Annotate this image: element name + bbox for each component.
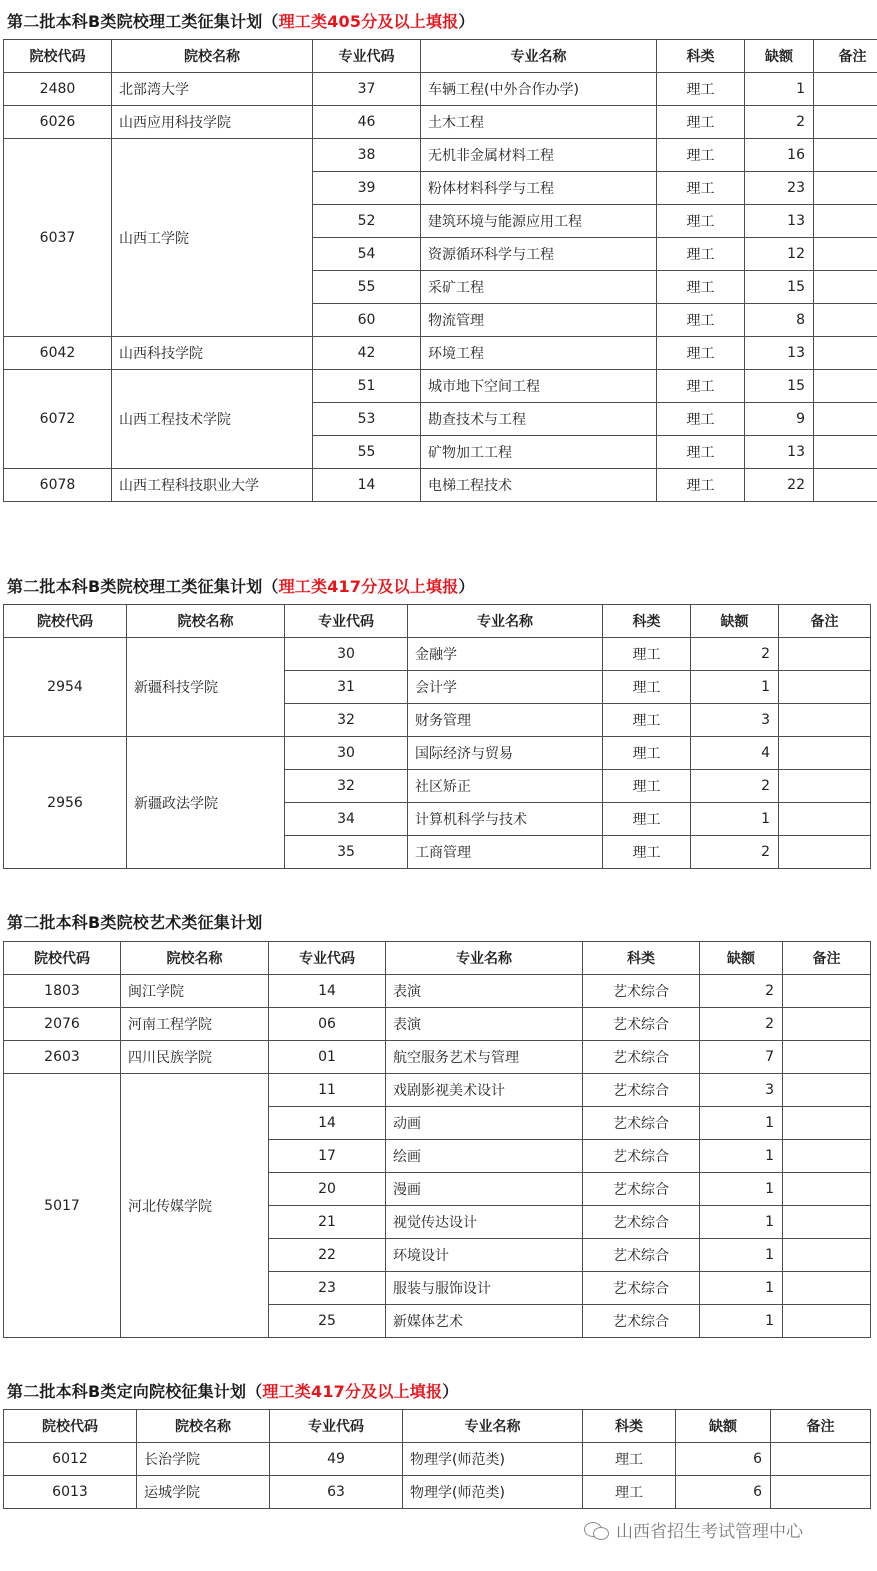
remark-cell bbox=[814, 403, 877, 436]
header-remark: 备注 bbox=[814, 40, 877, 73]
school-name-cell: 山西应用科技学院 bbox=[112, 106, 313, 139]
vacancy-cell: 1 bbox=[700, 1140, 783, 1173]
remark-cell bbox=[779, 638, 871, 671]
table-row bbox=[4, 737, 871, 770]
remark-cell bbox=[783, 1305, 871, 1338]
remark-cell bbox=[814, 436, 877, 469]
remark-cell bbox=[814, 73, 877, 106]
major-name-cell: 物理学(师范类) bbox=[403, 1476, 583, 1509]
category-cell: 理工 bbox=[603, 803, 691, 836]
school-code-cell: 6078 bbox=[4, 469, 112, 502]
remark-cell bbox=[814, 271, 877, 304]
vacancy-cell: 23 bbox=[745, 172, 814, 205]
category-cell: 理工 bbox=[657, 337, 745, 370]
major-code-cell: 63 bbox=[270, 1476, 403, 1509]
school-name-cell: 山西工程科技职业大学 bbox=[112, 469, 313, 502]
major-code-cell: 31 bbox=[285, 671, 408, 704]
major-name-cell: 资源循环科学与工程 bbox=[421, 238, 657, 271]
vacancy-cell: 1 bbox=[700, 1173, 783, 1206]
major-code-cell: 51 bbox=[313, 370, 421, 403]
school-code-cell: 6042 bbox=[4, 337, 112, 370]
remark-cell bbox=[783, 1272, 871, 1305]
remark-cell bbox=[814, 205, 877, 238]
major-code-cell: 14 bbox=[269, 975, 386, 1008]
vacancy-cell: 1 bbox=[745, 73, 814, 106]
major-code-cell: 54 bbox=[313, 238, 421, 271]
major-name-cell: 绘画 bbox=[386, 1140, 583, 1173]
remark-cell bbox=[783, 1239, 871, 1272]
category-cell: 理工 bbox=[657, 139, 745, 172]
remark-cell bbox=[771, 1443, 871, 1476]
major-name-cell: 电梯工程技术 bbox=[421, 469, 657, 502]
category-cell: 艺术综合 bbox=[583, 975, 700, 1008]
category-cell: 艺术综合 bbox=[583, 1041, 700, 1074]
major-name-cell: 国际经济与贸易 bbox=[408, 737, 603, 770]
major-name-cell: 会计学 bbox=[408, 671, 603, 704]
category-cell: 理工 bbox=[603, 638, 691, 671]
table-row bbox=[4, 73, 877, 106]
vacancy-cell: 15 bbox=[745, 370, 814, 403]
school-name-cell: 新疆政法学院 bbox=[127, 737, 285, 869]
category-cell: 理工 bbox=[657, 172, 745, 205]
vacancy-cell: 22 bbox=[745, 469, 814, 502]
remark-cell bbox=[771, 1476, 871, 1509]
school-code-cell: 6012 bbox=[4, 1443, 137, 1476]
school-code-cell: 6072 bbox=[4, 370, 112, 469]
school-code-cell: 2954 bbox=[4, 638, 127, 737]
category-cell: 理工 bbox=[657, 304, 745, 337]
major-name-cell: 表演 bbox=[386, 1008, 583, 1041]
category-cell: 艺术综合 bbox=[583, 1239, 700, 1272]
remark-cell bbox=[814, 238, 877, 271]
major-code-cell: 11 bbox=[269, 1074, 386, 1107]
category-cell: 理工 bbox=[603, 737, 691, 770]
school-code-cell: 6013 bbox=[4, 1476, 137, 1509]
table-header-row bbox=[4, 1410, 871, 1443]
major-code-cell: 55 bbox=[313, 436, 421, 469]
vacancy-cell: 6 bbox=[676, 1443, 771, 1476]
header-category: 科类 bbox=[657, 40, 745, 73]
remark-cell bbox=[814, 106, 877, 139]
table-row bbox=[4, 1476, 871, 1509]
plan-table-2 bbox=[3, 604, 871, 869]
remark-cell bbox=[814, 469, 877, 502]
major-name-cell: 动画 bbox=[386, 1107, 583, 1140]
header-school-code: 院校代码 bbox=[4, 40, 112, 73]
header-school-name: 院校名称 bbox=[121, 942, 269, 975]
header-category: 科类 bbox=[603, 605, 691, 638]
major-code-cell: 60 bbox=[313, 304, 421, 337]
major-name-cell: 航空服务艺术与管理 bbox=[386, 1041, 583, 1074]
vacancy-cell: 4 bbox=[691, 737, 779, 770]
major-name-cell: 金融学 bbox=[408, 638, 603, 671]
vacancy-cell: 2 bbox=[691, 638, 779, 671]
section-title-2 bbox=[7, 574, 475, 597]
vacancy-cell: 2 bbox=[691, 836, 779, 869]
remark-cell bbox=[814, 304, 877, 337]
major-name-cell: 城市地下空间工程 bbox=[421, 370, 657, 403]
table-row bbox=[4, 139, 877, 172]
section-title-text: 第二批本科B类定向院校征集计划（ bbox=[7, 1382, 263, 1401]
major-code-cell: 34 bbox=[285, 803, 408, 836]
school-name-cell: 闽江学院 bbox=[121, 975, 269, 1008]
remark-cell bbox=[814, 139, 877, 172]
vacancy-cell: 8 bbox=[745, 304, 814, 337]
remark-cell bbox=[783, 1107, 871, 1140]
header-school-name: 院校名称 bbox=[127, 605, 285, 638]
watermark-text: 山西省招生考试管理中心 bbox=[616, 1522, 803, 1542]
header-remark: 备注 bbox=[783, 942, 871, 975]
major-code-cell: 21 bbox=[269, 1206, 386, 1239]
category-cell: 理工 bbox=[603, 671, 691, 704]
category-cell: 理工 bbox=[657, 106, 745, 139]
header-vacancy: 缺额 bbox=[700, 942, 783, 975]
major-name-cell: 环境工程 bbox=[421, 337, 657, 370]
score-note: 理工类405分及以上填报 bbox=[278, 12, 459, 31]
table-row bbox=[4, 975, 871, 1008]
section-title-1 bbox=[7, 9, 475, 32]
school-code-cell: 6026 bbox=[4, 106, 112, 139]
remark-cell bbox=[783, 1074, 871, 1107]
category-cell: 理工 bbox=[657, 73, 745, 106]
category-cell: 理工 bbox=[657, 205, 745, 238]
major-name-cell: 无机非金属材料工程 bbox=[421, 139, 657, 172]
plan-table-1 bbox=[3, 39, 877, 502]
vacancy-cell: 2 bbox=[700, 1008, 783, 1041]
major-name-cell: 计算机科学与技术 bbox=[408, 803, 603, 836]
major-code-cell: 32 bbox=[285, 770, 408, 803]
major-name-cell: 社区矫正 bbox=[408, 770, 603, 803]
school-name-cell: 新疆科技学院 bbox=[127, 638, 285, 737]
vacancy-cell: 13 bbox=[745, 436, 814, 469]
major-name-cell: 工商管理 bbox=[408, 836, 603, 869]
vacancy-cell: 1 bbox=[691, 803, 779, 836]
major-code-cell: 32 bbox=[285, 704, 408, 737]
school-code-cell: 2603 bbox=[4, 1041, 121, 1074]
table-row bbox=[4, 469, 877, 502]
category-cell: 理工 bbox=[657, 469, 745, 502]
vacancy-cell: 1 bbox=[700, 1239, 783, 1272]
table-row bbox=[4, 1074, 871, 1107]
major-code-cell: 35 bbox=[285, 836, 408, 869]
major-code-cell: 52 bbox=[313, 205, 421, 238]
school-code-cell: 5017 bbox=[4, 1074, 121, 1338]
school-name-cell: 山西工学院 bbox=[112, 139, 313, 337]
vacancy-cell: 3 bbox=[700, 1074, 783, 1107]
header-vacancy: 缺额 bbox=[745, 40, 814, 73]
vacancy-cell: 12 bbox=[745, 238, 814, 271]
major-name-cell: 粉体材料科学与工程 bbox=[421, 172, 657, 205]
remark-cell bbox=[783, 975, 871, 1008]
school-code-cell: 6037 bbox=[4, 139, 112, 337]
category-cell: 艺术综合 bbox=[583, 1173, 700, 1206]
section-title-4 bbox=[7, 1379, 458, 1402]
vacancy-cell: 13 bbox=[745, 337, 814, 370]
remark-cell bbox=[814, 172, 877, 205]
table-row bbox=[4, 1443, 871, 1476]
header-category: 科类 bbox=[583, 942, 700, 975]
vacancy-cell: 15 bbox=[745, 271, 814, 304]
major-name-cell: 环境设计 bbox=[386, 1239, 583, 1272]
school-name-cell: 山西科技学院 bbox=[112, 337, 313, 370]
category-cell: 艺术综合 bbox=[583, 1107, 700, 1140]
major-code-cell: 49 bbox=[270, 1443, 403, 1476]
major-code-cell: 06 bbox=[269, 1008, 386, 1041]
table-row bbox=[4, 1008, 871, 1041]
school-name-cell: 长治学院 bbox=[137, 1443, 270, 1476]
category-cell: 理工 bbox=[657, 403, 745, 436]
remark-cell bbox=[779, 803, 871, 836]
header-vacancy: 缺额 bbox=[676, 1410, 771, 1443]
section-title-text: 第二批本科B类院校理工类征集计划（ bbox=[7, 12, 279, 31]
section-title-text: 第二批本科B类院校理工类征集计划（ bbox=[7, 577, 279, 596]
major-code-cell: 14 bbox=[313, 469, 421, 502]
vacancy-cell: 2 bbox=[700, 975, 783, 1008]
header-category: 科类 bbox=[583, 1410, 676, 1443]
school-name-cell: 北部湾大学 bbox=[112, 73, 313, 106]
score-note: 理工类417分及以上填报 bbox=[278, 577, 459, 596]
major-code-cell: 23 bbox=[269, 1272, 386, 1305]
header-school-code: 院校代码 bbox=[4, 942, 121, 975]
remark-cell bbox=[783, 1173, 871, 1206]
major-name-cell: 土木工程 bbox=[421, 106, 657, 139]
vacancy-cell: 7 bbox=[700, 1041, 783, 1074]
major-name-cell: 物流管理 bbox=[421, 304, 657, 337]
remark-cell bbox=[779, 704, 871, 737]
wechat-icon bbox=[584, 1520, 610, 1540]
major-code-cell: 46 bbox=[313, 106, 421, 139]
vacancy-cell: 1 bbox=[700, 1107, 783, 1140]
header-school-name: 院校名称 bbox=[112, 40, 313, 73]
vacancy-cell: 1 bbox=[700, 1272, 783, 1305]
header-major-code: 专业代码 bbox=[269, 942, 386, 975]
major-name-cell: 新媒体艺术 bbox=[386, 1305, 583, 1338]
remark-cell bbox=[783, 1140, 871, 1173]
section-title-close: ） bbox=[458, 577, 475, 596]
major-name-cell: 戏剧影视美术设计 bbox=[386, 1074, 583, 1107]
major-code-cell: 01 bbox=[269, 1041, 386, 1074]
category-cell: 理工 bbox=[657, 271, 745, 304]
major-name-cell: 漫画 bbox=[386, 1173, 583, 1206]
vacancy-cell: 1 bbox=[700, 1206, 783, 1239]
category-cell: 艺术综合 bbox=[583, 1206, 700, 1239]
table-header-row bbox=[4, 942, 871, 975]
major-code-cell: 55 bbox=[313, 271, 421, 304]
school-code-cell: 1803 bbox=[4, 975, 121, 1008]
school-code-cell: 2480 bbox=[4, 73, 112, 106]
remark-cell bbox=[783, 1206, 871, 1239]
school-name-cell: 运城学院 bbox=[137, 1476, 270, 1509]
major-code-cell: 37 bbox=[313, 73, 421, 106]
major-name-cell: 服装与服饰设计 bbox=[386, 1272, 583, 1305]
vacancy-cell: 3 bbox=[691, 704, 779, 737]
major-name-cell: 矿物加工工程 bbox=[421, 436, 657, 469]
table-row bbox=[4, 370, 877, 403]
major-name-cell: 财务管理 bbox=[408, 704, 603, 737]
school-name-cell: 河南工程学院 bbox=[121, 1008, 269, 1041]
remark-cell bbox=[779, 671, 871, 704]
major-code-cell: 17 bbox=[269, 1140, 386, 1173]
major-code-cell: 20 bbox=[269, 1173, 386, 1206]
remark-cell bbox=[814, 337, 877, 370]
major-name-cell: 勘查技术与工程 bbox=[421, 403, 657, 436]
header-major-code: 专业代码 bbox=[270, 1410, 403, 1443]
major-code-cell: 14 bbox=[269, 1107, 386, 1140]
vacancy-cell: 2 bbox=[691, 770, 779, 803]
table-header-row bbox=[4, 40, 877, 73]
category-cell: 艺术综合 bbox=[583, 1074, 700, 1107]
category-cell: 艺术综合 bbox=[583, 1272, 700, 1305]
major-code-cell: 22 bbox=[269, 1239, 386, 1272]
remark-cell bbox=[814, 370, 877, 403]
plan-table-4 bbox=[3, 1409, 871, 1509]
school-name-cell: 山西工程技术学院 bbox=[112, 370, 313, 469]
header-major-name: 专业名称 bbox=[386, 942, 583, 975]
header-school-code: 院校代码 bbox=[4, 1410, 137, 1443]
school-code-cell: 2076 bbox=[4, 1008, 121, 1041]
category-cell: 艺术综合 bbox=[583, 1008, 700, 1041]
table-row bbox=[4, 337, 877, 370]
table-header-row bbox=[4, 605, 871, 638]
section-title-close: ） bbox=[442, 1382, 459, 1401]
category-cell: 艺术综合 bbox=[583, 1305, 700, 1338]
table-row bbox=[4, 1041, 871, 1074]
vacancy-cell: 6 bbox=[676, 1476, 771, 1509]
header-major-name: 专业名称 bbox=[408, 605, 603, 638]
category-cell: 理工 bbox=[603, 836, 691, 869]
major-name-cell: 视觉传达设计 bbox=[386, 1206, 583, 1239]
remark-cell bbox=[783, 1008, 871, 1041]
score-note: 理工类417分及以上填报 bbox=[262, 1382, 443, 1401]
category-cell: 理工 bbox=[603, 770, 691, 803]
category-cell: 理工 bbox=[657, 370, 745, 403]
header-remark: 备注 bbox=[771, 1410, 871, 1443]
header-major-name: 专业名称 bbox=[403, 1410, 583, 1443]
remark-cell bbox=[779, 770, 871, 803]
header-school-name: 院校名称 bbox=[137, 1410, 270, 1443]
header-major-code: 专业代码 bbox=[313, 40, 421, 73]
remark-cell bbox=[779, 737, 871, 770]
section-title-close: ） bbox=[458, 12, 475, 31]
vacancy-cell: 16 bbox=[745, 139, 814, 172]
vacancy-cell: 9 bbox=[745, 403, 814, 436]
plan-table-3 bbox=[3, 941, 871, 1338]
section-title-text: 第二批本科B类院校艺术类征集计划 bbox=[7, 913, 263, 932]
vacancy-cell: 1 bbox=[700, 1305, 783, 1338]
school-code-cell: 2956 bbox=[4, 737, 127, 869]
header-vacancy: 缺额 bbox=[691, 605, 779, 638]
major-code-cell: 38 bbox=[313, 139, 421, 172]
vacancy-cell: 2 bbox=[745, 106, 814, 139]
major-name-cell: 采矿工程 bbox=[421, 271, 657, 304]
category-cell: 理工 bbox=[657, 436, 745, 469]
major-code-cell: 25 bbox=[269, 1305, 386, 1338]
major-code-cell: 39 bbox=[313, 172, 421, 205]
section-title-3 bbox=[7, 910, 262, 933]
category-cell: 理工 bbox=[583, 1443, 676, 1476]
remark-cell bbox=[783, 1041, 871, 1074]
remark-cell bbox=[779, 836, 871, 869]
major-code-cell: 30 bbox=[285, 638, 408, 671]
major-name-cell: 车辆工程(中外合作办学) bbox=[421, 73, 657, 106]
table-row bbox=[4, 638, 871, 671]
category-cell: 艺术综合 bbox=[583, 1140, 700, 1173]
major-name-cell: 表演 bbox=[386, 975, 583, 1008]
header-remark: 备注 bbox=[779, 605, 871, 638]
major-code-cell: 53 bbox=[313, 403, 421, 436]
category-cell: 理工 bbox=[657, 238, 745, 271]
category-cell: 理工 bbox=[583, 1476, 676, 1509]
header-major-code: 专业代码 bbox=[285, 605, 408, 638]
header-major-name: 专业名称 bbox=[421, 40, 657, 73]
school-name-cell: 四川民族学院 bbox=[121, 1041, 269, 1074]
major-code-cell: 30 bbox=[285, 737, 408, 770]
major-name-cell: 建筑环境与能源应用工程 bbox=[421, 205, 657, 238]
header-school-code: 院校代码 bbox=[4, 605, 127, 638]
vacancy-cell: 1 bbox=[691, 671, 779, 704]
account-watermark bbox=[584, 1517, 803, 1542]
major-code-cell: 42 bbox=[313, 337, 421, 370]
major-name-cell: 物理学(师范类) bbox=[403, 1443, 583, 1476]
vacancy-cell: 13 bbox=[745, 205, 814, 238]
category-cell: 理工 bbox=[603, 704, 691, 737]
school-name-cell: 河北传媒学院 bbox=[121, 1074, 269, 1338]
table-row bbox=[4, 106, 877, 139]
